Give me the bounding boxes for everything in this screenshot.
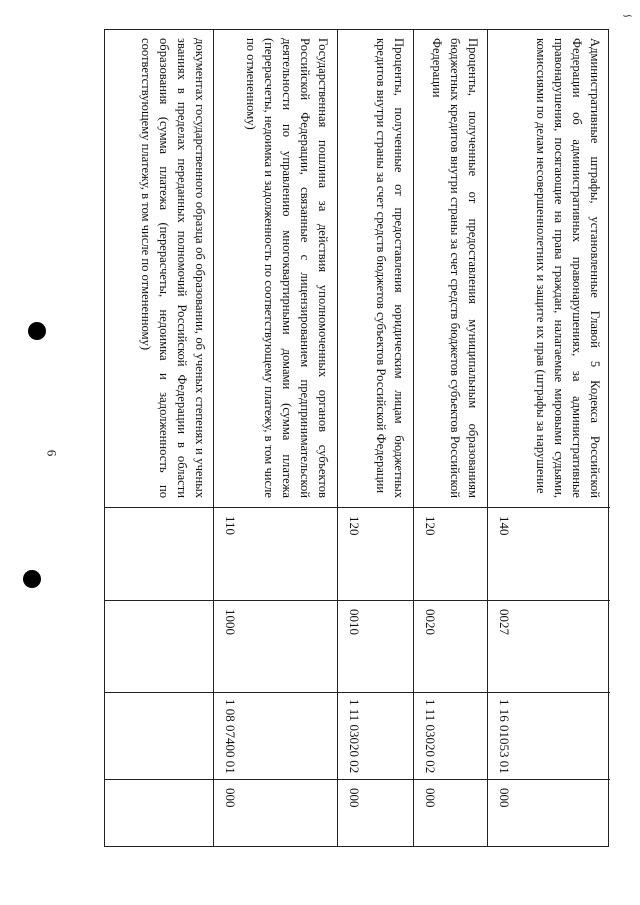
income-type-code: 140: [497, 516, 512, 536]
row-description: Проценты, полученные от предоставления юридическим лицам бюджетных кредитов внутри страны за счет средств бюджетов субъектов Российской Федерации: [374, 38, 406, 498]
subtype-code: 0027: [497, 609, 512, 635]
table-row: [488, 30, 610, 846]
table-row: [105, 30, 214, 846]
budget-class-code: 1 11 03020 02: [423, 699, 438, 774]
administrator-code: 000: [497, 788, 512, 808]
punch-hole: [28, 322, 46, 340]
income-type-code: 120: [347, 516, 362, 536]
revenue-code-table: [104, 29, 609, 847]
row-description: Проценты, полученные от предоставления муниципальным образованиям бюджетных кредитов внутри страны за счет средств бюджетов субъектов Российской Федерации: [430, 38, 480, 498]
punch-hole: [23, 570, 41, 588]
budget-class-code: 1 11 03020 02: [347, 699, 362, 774]
administrator-code: 000: [223, 788, 238, 808]
administrator-code: 000: [423, 788, 438, 808]
administrator-code: 000: [347, 788, 362, 808]
budget-class-code: 1 16 01053 01: [497, 699, 512, 774]
income-type-code: 110: [223, 516, 238, 536]
table-row: [414, 30, 488, 846]
row-description: документах государственного образца об образовании, об ученых степенях и ученых званиях в пределах переданных полномочий Российской Федерации в области образования (сумма платежа (перерасчеты, недоимка и задолженность по соответствующему платежу, в том числе по отмененному): [139, 38, 207, 498]
income-type-code: 120: [423, 516, 438, 536]
row-description: Государственная пошлина за действия уполномоченных органов субъектов Российской Федерации, связанные с лицензированием предпринимательской деятельности по управлению многоквартирными домами (сумма платежа (перерасчеты, недоимка и задолженность по соответствующему платежу, в том числе по отмененному): [244, 38, 330, 498]
subtype-code: 0010: [347, 609, 362, 635]
row-description: Административные штрафы, установленные Главой 5 Кодекса Российской Федерации об административных правонарушениях, за административные правонарушения, посягающие на права граждан, налагаемые мировыми судьями, комиссиями по делам несовершеннолетних и защите их прав (штрафы за нарушение: [534, 38, 602, 498]
page-number: 6: [44, 449, 60, 457]
subtype-code: 1000: [223, 609, 238, 635]
table-row: [338, 30, 414, 846]
table-row: [214, 30, 338, 846]
subtype-code: 0020: [423, 609, 438, 635]
corner-pen-mark: ∽: [622, 8, 633, 23]
budget-class-code: 1 08 07400 01: [223, 699, 238, 774]
